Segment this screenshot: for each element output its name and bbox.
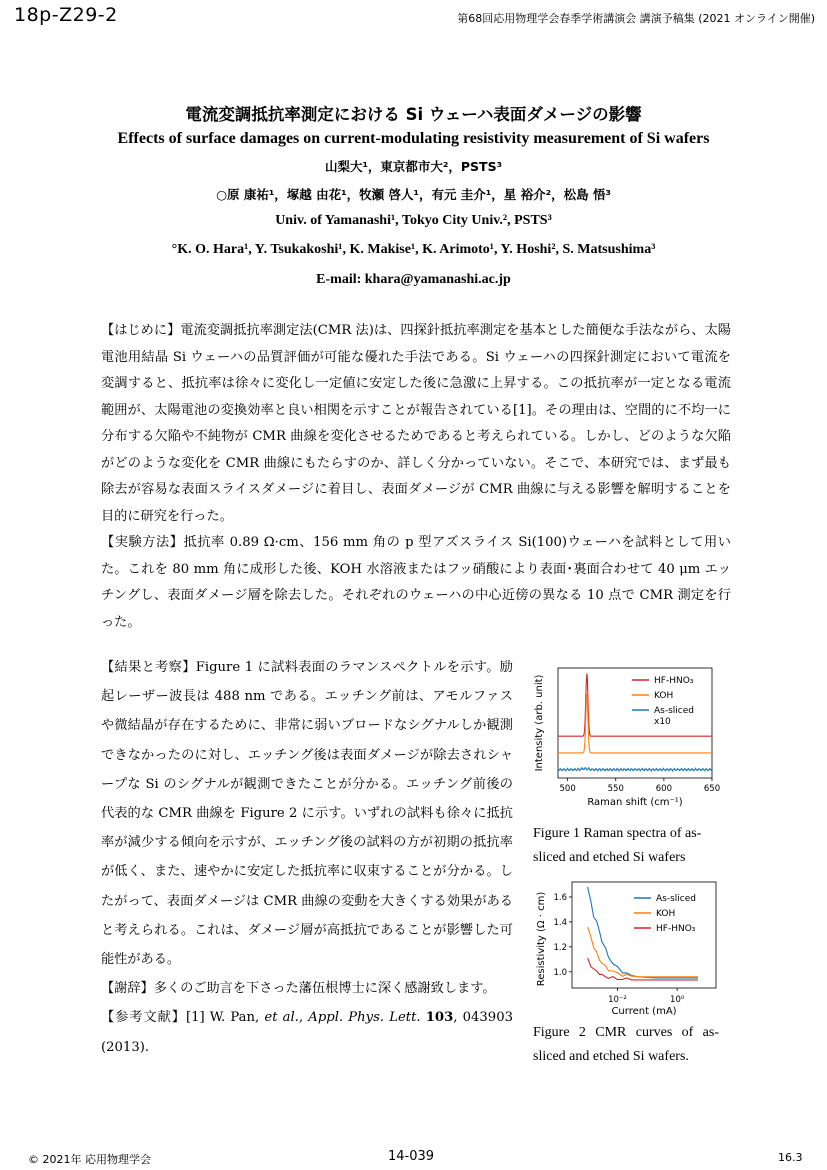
fig2-xtick-label-1: 10⁰: [670, 995, 685, 1005]
paper-code: 18p-Z29-2: [14, 4, 118, 26]
figure2-cmr-chart: [528, 876, 728, 1018]
reference-paragraph: [101, 1003, 513, 1061]
intro-paragraph: 【はじめに】電流変調抵抗率測定法(CMR 法)は、四探針抵抗率測定を基本とした簡便な手法ながら、太陽電池用結晶 Si ウェーハの品質評価が可能な優れた手法である。Si ウェーハの四探針測定において電流を変調すると、抵抗率は徐々に変化し一定値に安定した後に急激に上昇する。この抵抗率が一定となる電流範囲が、太陽電池の変換効率と良い相関を示すことが報告されている[1]。その理由は、空間的に不均一に分布する欠陥や不純物が CMR 曲線を変化させるためであると考えられている。しかし、どのような欠陥がどのような変化を CMR 曲線にもたらすのか、詳しく分かっていない。そこで、本研究では、まず最も除去が容易な表面スライスダメージに着目し、表面ダメージが CMR 曲線に与える影響を解明することを目的に研究を行った。: [101, 323, 731, 524]
fig1-xlabel: Raman shift (cm⁻¹): [587, 797, 683, 808]
reference-etal: et al.: [264, 1010, 299, 1026]
authors-japanese: ○原 康祐¹，塚越 由花¹，牧瀬 啓人¹，有元 圭介¹，星 裕介²，松島 悟³: [216, 187, 611, 202]
affiliations-japanese: 山梨大¹，東京都市大²，PSTS³: [324, 159, 503, 174]
reference-journal: Appl. Phys. Lett.: [308, 1010, 421, 1026]
fig1-xtick-label-3: 650: [703, 784, 721, 794]
fig1-series-line-2: [558, 768, 712, 771]
affiliations-english: Univ. of Yamanashi¹, Tokyo City Univ.², PSTS³: [275, 213, 552, 228]
page-id: 14-039: [388, 1149, 435, 1164]
fig2-ytick-label-0: 1.0: [553, 967, 567, 978]
reference-separator: ,: [298, 1010, 309, 1026]
fig1-legend-label-1: KOH: [654, 691, 674, 701]
fig1-xtick-label-0: 500: [559, 784, 576, 794]
reference-volume: 103: [425, 1010, 454, 1026]
methods-paragraph: 【実験方法】抵抗率 0.89 Ω·cm、156 mm 角の p 型アズスライス Si(100)ウェーハを試料として用いた。これを 80 mm 角に成形した後、KOH 水溶液またはフッ硝酸により表面･裏面合わせて 40 μm エッチングし、表面ダメージ層を除去した。それぞれのウェーハの中心近傍の異なる 10 点で CMR 測定を行った。: [101, 535, 731, 630]
body-left-column: [101, 653, 513, 1062]
authors-english: °K. O. Hara¹, Y. Tsukakoshi¹, K. Makise¹, K. Arimoto¹, Y. Hoshi², S. Matsushima³: [171, 242, 656, 257]
acknowledgment-paragraph: 【謝辞】多くのご助言を下さった藩伍根博士に深く感謝致します。: [101, 981, 496, 997]
fig2-ylabel: Resistivity (Ω · cm): [536, 891, 547, 987]
contact-email: E-mail: khara@yamanashi.ac.jp: [316, 272, 511, 287]
figure1-raman-chart: [528, 660, 728, 810]
fig2-ytick-label-2: 1.4: [553, 917, 567, 928]
fig2-legend-label-2: HF-HNO₃: [656, 924, 696, 934]
figure2-caption: Figure 2 CMR curves of as-sliced and etched Si wafers.: [533, 1025, 719, 1064]
title-english: Effects of surface damages on current-modulating resistivity measurement of Si wafers: [117, 130, 710, 147]
results-paragraph: 【結果と考察】Figure 1 に試料表面のラマンスペクトルを示す。励起レーザー波長は 488 nm である。エッチング前は、アモルファスや微結晶が存在するために、非常に弱いブロードなシグナルしか観測できなかったのに対し、エッチング後は表面ダメージが除去されシャープな Si のシグナルが観測できたことが分かる。エッチング前後の代表的な CMR 曲線を Figure 2 に示す。いずれの試料も徐々に抵抗率が減少する傾向を示すが、エッチング後の試料の方が初期の抵抗率が低く、また、速やかに安定した抵抗率に収束することが分かる。したがって、表面ダメージは CMR 曲線の変動を大きくする効果があると考えられる。これは、ダメージ層が高抵抗であることが影響した可能性がある。: [101, 660, 513, 968]
fig1-xtick-label-2: 600: [655, 784, 672, 794]
title-japanese: 電流変調抵抗率測定における Si ウェーハ表面ダメージの影響: [185, 105, 642, 124]
copyright: © 2021年 応用物理学会: [28, 1153, 151, 1166]
fig1-legend-label-2-1: x10: [654, 717, 671, 727]
fig2-ytick-label-1: 1.2: [553, 942, 567, 953]
conference-header: 第68回応用物理学会春季学術講演会 講演予稿集 (2021 オンライン開催): [457, 12, 815, 25]
fig2-ytick-label-3: 1.6: [553, 892, 567, 903]
fig2-xlabel: Current (mA): [611, 1006, 677, 1017]
figure1-caption: Figure 1 Raman spectra of as-sliced and etched Si wafers: [533, 826, 702, 865]
fig1-legend-label-2: As-sliced: [654, 706, 694, 716]
fig2-series-line-1: [588, 927, 698, 977]
page-number: 16.3: [778, 1151, 803, 1164]
fig2-legend-label-0: As-sliced: [656, 894, 696, 904]
fig1-series-line-1: [558, 694, 712, 753]
fig2-xtick-label-0: 10⁻²: [608, 995, 627, 1005]
fig1-xtick-label-1: 550: [607, 784, 624, 794]
fig2-legend-label-1: KOH: [656, 909, 676, 919]
reference-authors: 【参考文献】[1] W. Pan,: [101, 1010, 265, 1026]
fig1-ylabel: Intensity (arb. unit): [534, 674, 545, 772]
fig1-legend-label-0: HF-HNO₃: [654, 676, 694, 686]
body-full-width: [101, 318, 731, 636]
reference-pages: , 043903 (2013).: [101, 1010, 513, 1055]
